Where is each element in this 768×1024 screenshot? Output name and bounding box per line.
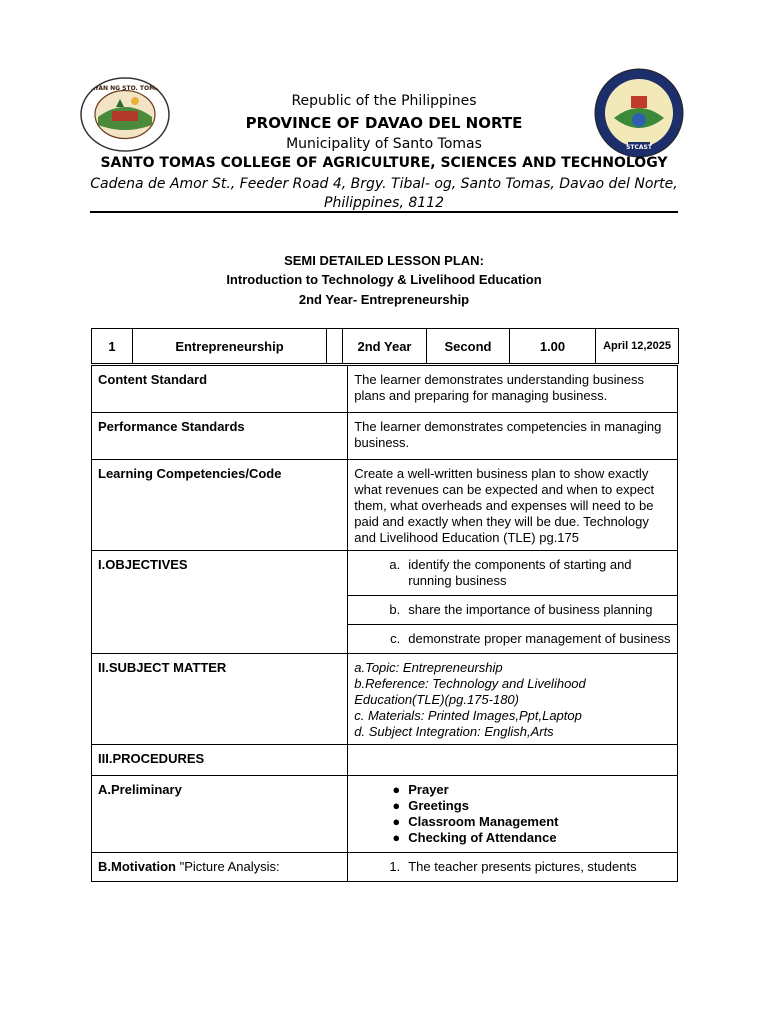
info-semester: Second	[427, 329, 510, 364]
letterhead-college-name: SANTO TOMAS COLLEGE OF AGRICULTURE, SCIENCES AND TECHNOLOGY	[100, 155, 668, 171]
performance-standards-value: The learner demonstrates competencies in managing business.	[354, 419, 662, 450]
info-subject: Entrepreneurship	[133, 329, 327, 364]
preliminary-item	[348, 814, 677, 830]
objective-text: share the importance of business planning	[408, 602, 653, 617]
content-standard-cell	[348, 366, 678, 413]
lesson-plan-title: SEMI DETAILED LESSON PLAN:	[284, 253, 484, 268]
objectives-cell	[348, 551, 678, 654]
motivation-item	[348, 853, 677, 881]
objective-text: demonstrate proper management of business	[408, 631, 671, 646]
info-row	[92, 329, 679, 364]
svg-text:BAYAN NG STO. TOMAS: BAYAN NG STO. TOMAS	[85, 85, 165, 92]
row-performance-standards	[92, 413, 678, 460]
objective-item	[348, 551, 677, 596]
row-content-standard	[92, 366, 678, 413]
row-procedures	[92, 745, 678, 776]
letterhead-republic: Republic of the Philippines	[291, 93, 477, 109]
subject-matter-label: II.SUBJECT MATTER	[92, 654, 348, 745]
preliminary-list	[348, 776, 677, 852]
info-table	[91, 328, 679, 364]
motivation-label-rest: "Picture Analysis:	[176, 859, 280, 874]
objective-marker: b.	[389, 602, 401, 617]
objective-marker: a.	[389, 557, 401, 572]
motivation-label	[92, 853, 348, 882]
preliminary-item	[348, 782, 677, 798]
row-motivation	[92, 853, 678, 882]
preliminary-cell	[348, 776, 678, 853]
svg-text:STCAST: STCAST	[626, 144, 652, 151]
preliminary-item-text: Checking of Attendance	[408, 830, 557, 845]
preliminary-item	[348, 798, 677, 814]
lesson-plan-subject: Introduction to Technology & Livelihood Education	[226, 272, 542, 287]
info-units: 1.00	[510, 329, 596, 364]
info-number: 1	[92, 329, 133, 364]
info-date: April 12,2025	[596, 329, 679, 364]
procedures-cell	[348, 745, 678, 776]
letterhead-province: PROVINCE OF DAVAO DEL NORTE	[245, 114, 523, 132]
bullet-icon: ●	[392, 798, 401, 813]
subject-matter-list	[348, 654, 677, 744]
motivation-text: The teacher presents pictures, students	[408, 859, 637, 874]
info-year: 2nd Year	[343, 329, 427, 364]
objective-text: identify the components of starting and running business	[408, 557, 632, 588]
motivation-label-bold: B.Motivation	[98, 859, 176, 874]
motivation-cell	[348, 853, 678, 882]
motivation-marker: 1.	[389, 859, 401, 874]
subject-matter-line: c. Materials: Printed Images,Ppt,Laptop	[354, 708, 582, 723]
lesson-plan-year: 2nd Year- Entrepreneurship	[298, 292, 470, 307]
letterhead-municipality: Municipality of Santo Tomas	[286, 136, 482, 152]
bullet-icon: ●	[392, 782, 401, 797]
subject-matter-line: a.Topic: Entrepreneurship	[354, 660, 503, 675]
learning-competencies-cell	[348, 460, 678, 551]
preliminary-item	[348, 830, 677, 846]
preliminary-label: A.Preliminary	[92, 776, 348, 853]
content-standard-value: The learner demonstrates understanding business plans and preparing for managing business.	[354, 372, 645, 403]
preliminary-item-text: Greetings	[408, 798, 469, 813]
bullet-icon: ●	[392, 830, 401, 845]
letterhead-address: Cadena de Amor St., Feeder Road 4, Brgy. Tibal- og, Santo Tomas, Davao del Norte, Philippines, 8112	[90, 176, 678, 211]
subject-matter-cell	[348, 654, 678, 745]
preliminary-item-text: Prayer	[408, 782, 449, 797]
learning-competencies-value: Create a well-written business plan to show exactly what revenues can be expected and when to expect them, what overheads and expenses will need to be paid and exactly when they will be due. Technology and Livelihood Education (TLE) pg.175	[354, 466, 655, 545]
row-objectives	[92, 551, 678, 654]
info-blank	[327, 329, 343, 364]
performance-standards-cell	[348, 413, 678, 460]
objective-item	[348, 596, 677, 625]
preliminary-item-text: Classroom Management	[408, 814, 559, 829]
subject-matter-line: d. Subject Integration: English,Arts	[354, 724, 554, 739]
learning-competencies-label: Learning Competencies/Code	[92, 460, 348, 551]
content-standard-label: Content Standard	[92, 366, 348, 413]
objectives-label: I.OBJECTIVES	[92, 551, 348, 654]
row-preliminary	[92, 776, 678, 853]
subject-matter-line: b.Reference: Technology and Livelihood Education(TLE)(pg.175-180)	[354, 676, 586, 707]
header-divider	[90, 211, 678, 213]
row-learning-competencies	[92, 460, 678, 551]
row-subject-matter	[92, 654, 678, 745]
objective-item	[348, 625, 677, 653]
procedures-label: III.PROCEDURES	[92, 745, 348, 776]
objective-marker: c.	[390, 631, 401, 646]
performance-standards-label: Performance Standards	[92, 413, 348, 460]
lesson-plan-table	[91, 365, 678, 882]
bullet-icon: ●	[392, 814, 401, 829]
